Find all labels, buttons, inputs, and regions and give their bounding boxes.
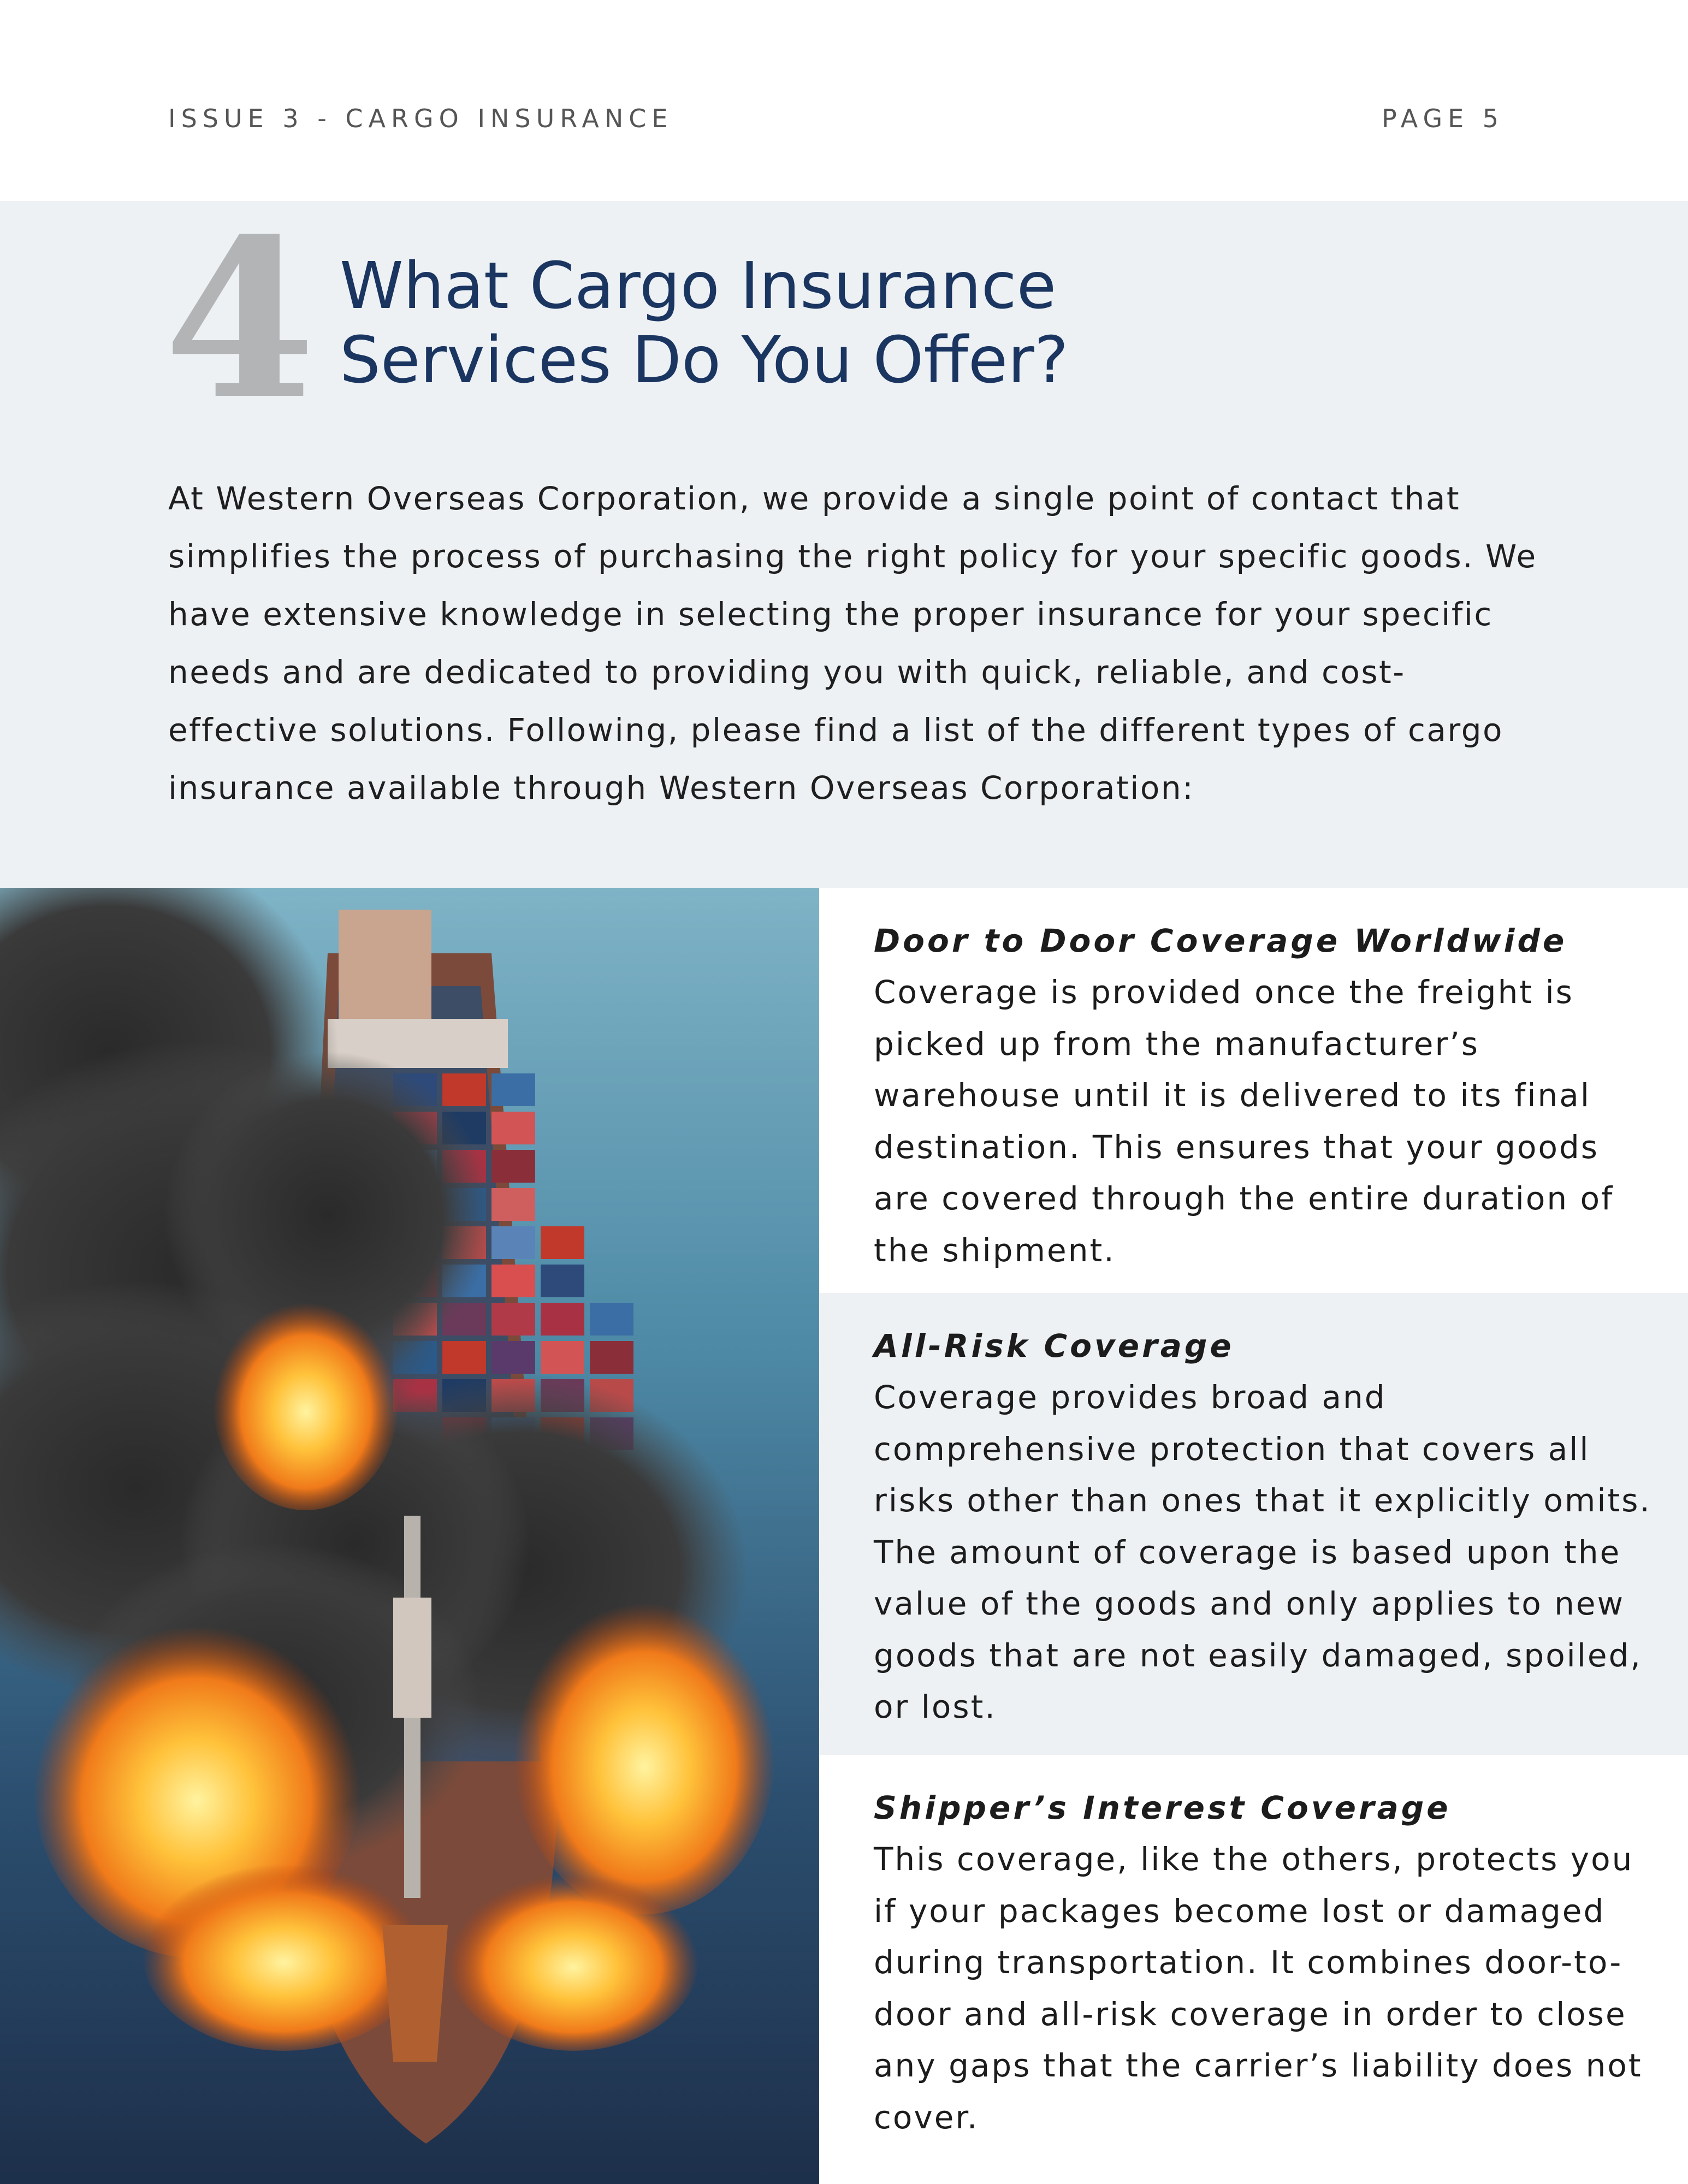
coverage-shippers-interest: [819, 1755, 1688, 2184]
section-number: 4: [164, 191, 316, 448]
intro-paragraph: At Western Overseas Corporation, we provide a single point of contact that simplifies the process of purchasing the right policy for your specific goods. We have extensive knowledge in selecting the proper insurance for your specific needs and are dedicated to providing you with quick, reliable, and cost-effective solutions. Following, please find a list of the different types of cargo insurance available through Western Overseas Corporation:: [168, 480, 1537, 806]
coverage-all-risk: [819, 1293, 1688, 1755]
burning-ship-photo: [0, 888, 819, 2184]
coverage-description: Coverage is provided once the freight is picked up from the manufacturer’s warehouse until it is delivered to its final destination. This ensures that your goods are covered through the entire duration of the shipment.: [874, 974, 1614, 1269]
coverage-title: All-Risk Coverage: [874, 1327, 1234, 1364]
coverage-description: Coverage provides broad and comprehensive protection that covers all risks other than ones that it explicitly omits. The amount of coverage is based upon the value of the goods and only applies to new goods that are not easily damaged, spoiled, or lost.: [874, 1379, 1651, 1725]
coverage-title: Door to Door Coverage Worldwide: [874, 922, 1567, 959]
coverage-title: Shipper’s Interest Coverage: [874, 1789, 1451, 1826]
issue-label: ISSUE 3 - CARGO INSURANCE: [168, 104, 673, 133]
page-number: PAGE 5: [1382, 104, 1505, 133]
section-title-line-2: Services Do You Offer?: [340, 322, 1069, 397]
section-title: [340, 248, 1486, 397]
coverage-door-to-door: [819, 888, 1688, 1293]
coverage-description: This coverage, like the others, protects you if your packages become lost or damaged during transportation. It combines door-to-door and all-risk coverage in order to close any gaps that the carrier’s liability does not cover.: [874, 1841, 1643, 2136]
section-title-line-1: What Cargo Insurance: [340, 248, 1057, 323]
